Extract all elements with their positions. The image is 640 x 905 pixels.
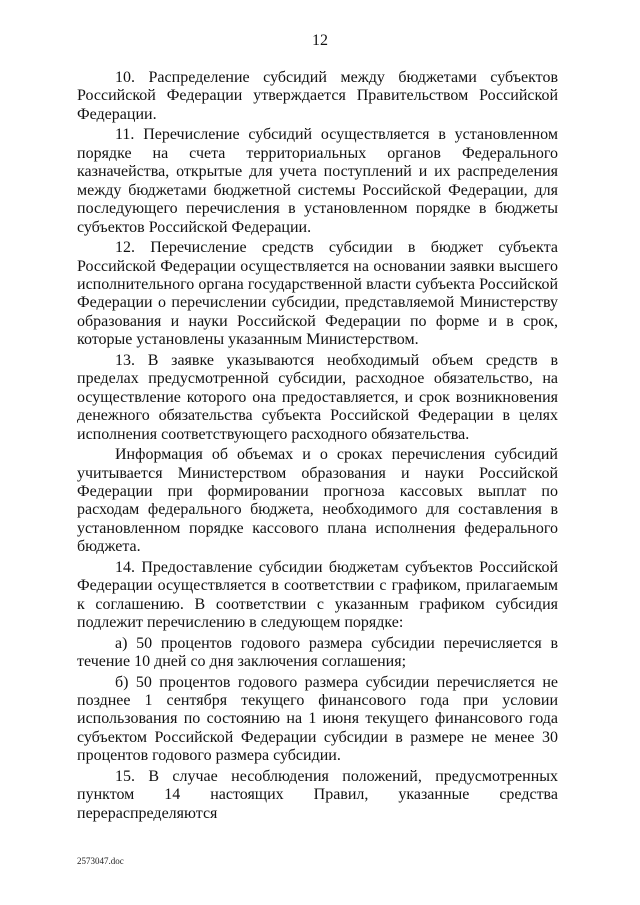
document-body bbox=[77, 69, 558, 825]
paragraph-14: 14. Предоставление субсидии бюджетам субъектов Российской Федерации осуществляется в соответствии с графиком, прилагаемым к соглашению. В соответствии с указанным графиком субсидия подлежит перечислению в следующем порядке: bbox=[77, 558, 558, 632]
footer-filename: 2573047.doc bbox=[77, 856, 124, 866]
page-number: 12 bbox=[312, 32, 328, 49]
paragraph-15: 15. В случае несоблюдения положений, предусмотренных пунктом 14 настоящих Правил, указанные средства перераспределяются bbox=[77, 767, 558, 822]
paragraph-13: 13. В заявке указываются необходимый объем средств в пределах предусмотренной субсидии, расходное обязательство, на осуществление которого она предоставляется, и срок возникновения денежного обязательства субъекта Российской Федерации в целях исполнения соответствующего расходного обязательства. bbox=[77, 351, 558, 443]
paragraph-14-b: б) 50 процентов годового размера субсидии перечисляется не позднее 1 сентября текущего финансового года при условии использования по состоянию на 1 июня текущего финансового года субъектом Российской Федерации субсидии в размере не менее 30 процентов годового размера субсидии. bbox=[77, 673, 558, 765]
paragraph-information: Информация об объемах и о сроках перечисления субсидий учитывается Министерством образования и науки Российской Федерации при формировании прогноза кассовых выплат по расходам федерального бюджета, необходимого для составления в установленном порядке кассового плана исполнения федерального бюджета. bbox=[77, 446, 558, 556]
paragraph-11: 11. Перечисление субсидий осуществляется в установленном порядке на счета территориальных органов Федерального казначейства, открытые для учета поступлений и их распределения между бюджетами бюджетной системы Российской Федерации, для последующего перечисления в установленном порядке в бюджеты субъектов Российской Федерации. bbox=[77, 126, 558, 236]
paragraph-12: 12. Перечисление средств субсидии в бюджет субъекта Российской Федерации осуществляется на основании заявки высшего исполнительного органа государственной власти субъекта Российской Федерации о перечислении субсидии, представляемой Министерству образования и науки Российской Федерации по форме и в срок, которые установлены указанным Министерством. bbox=[77, 239, 558, 349]
paragraph-10: 10. Распределение субсидий между бюджетами субъектов Российской Федерации утверждается Правительством Российской Федерации. bbox=[77, 69, 558, 123]
paragraph-14-a: а) 50 процентов годового размера субсидии перечисляется в течение 10 дней со дня заключения соглашения; bbox=[77, 634, 558, 671]
